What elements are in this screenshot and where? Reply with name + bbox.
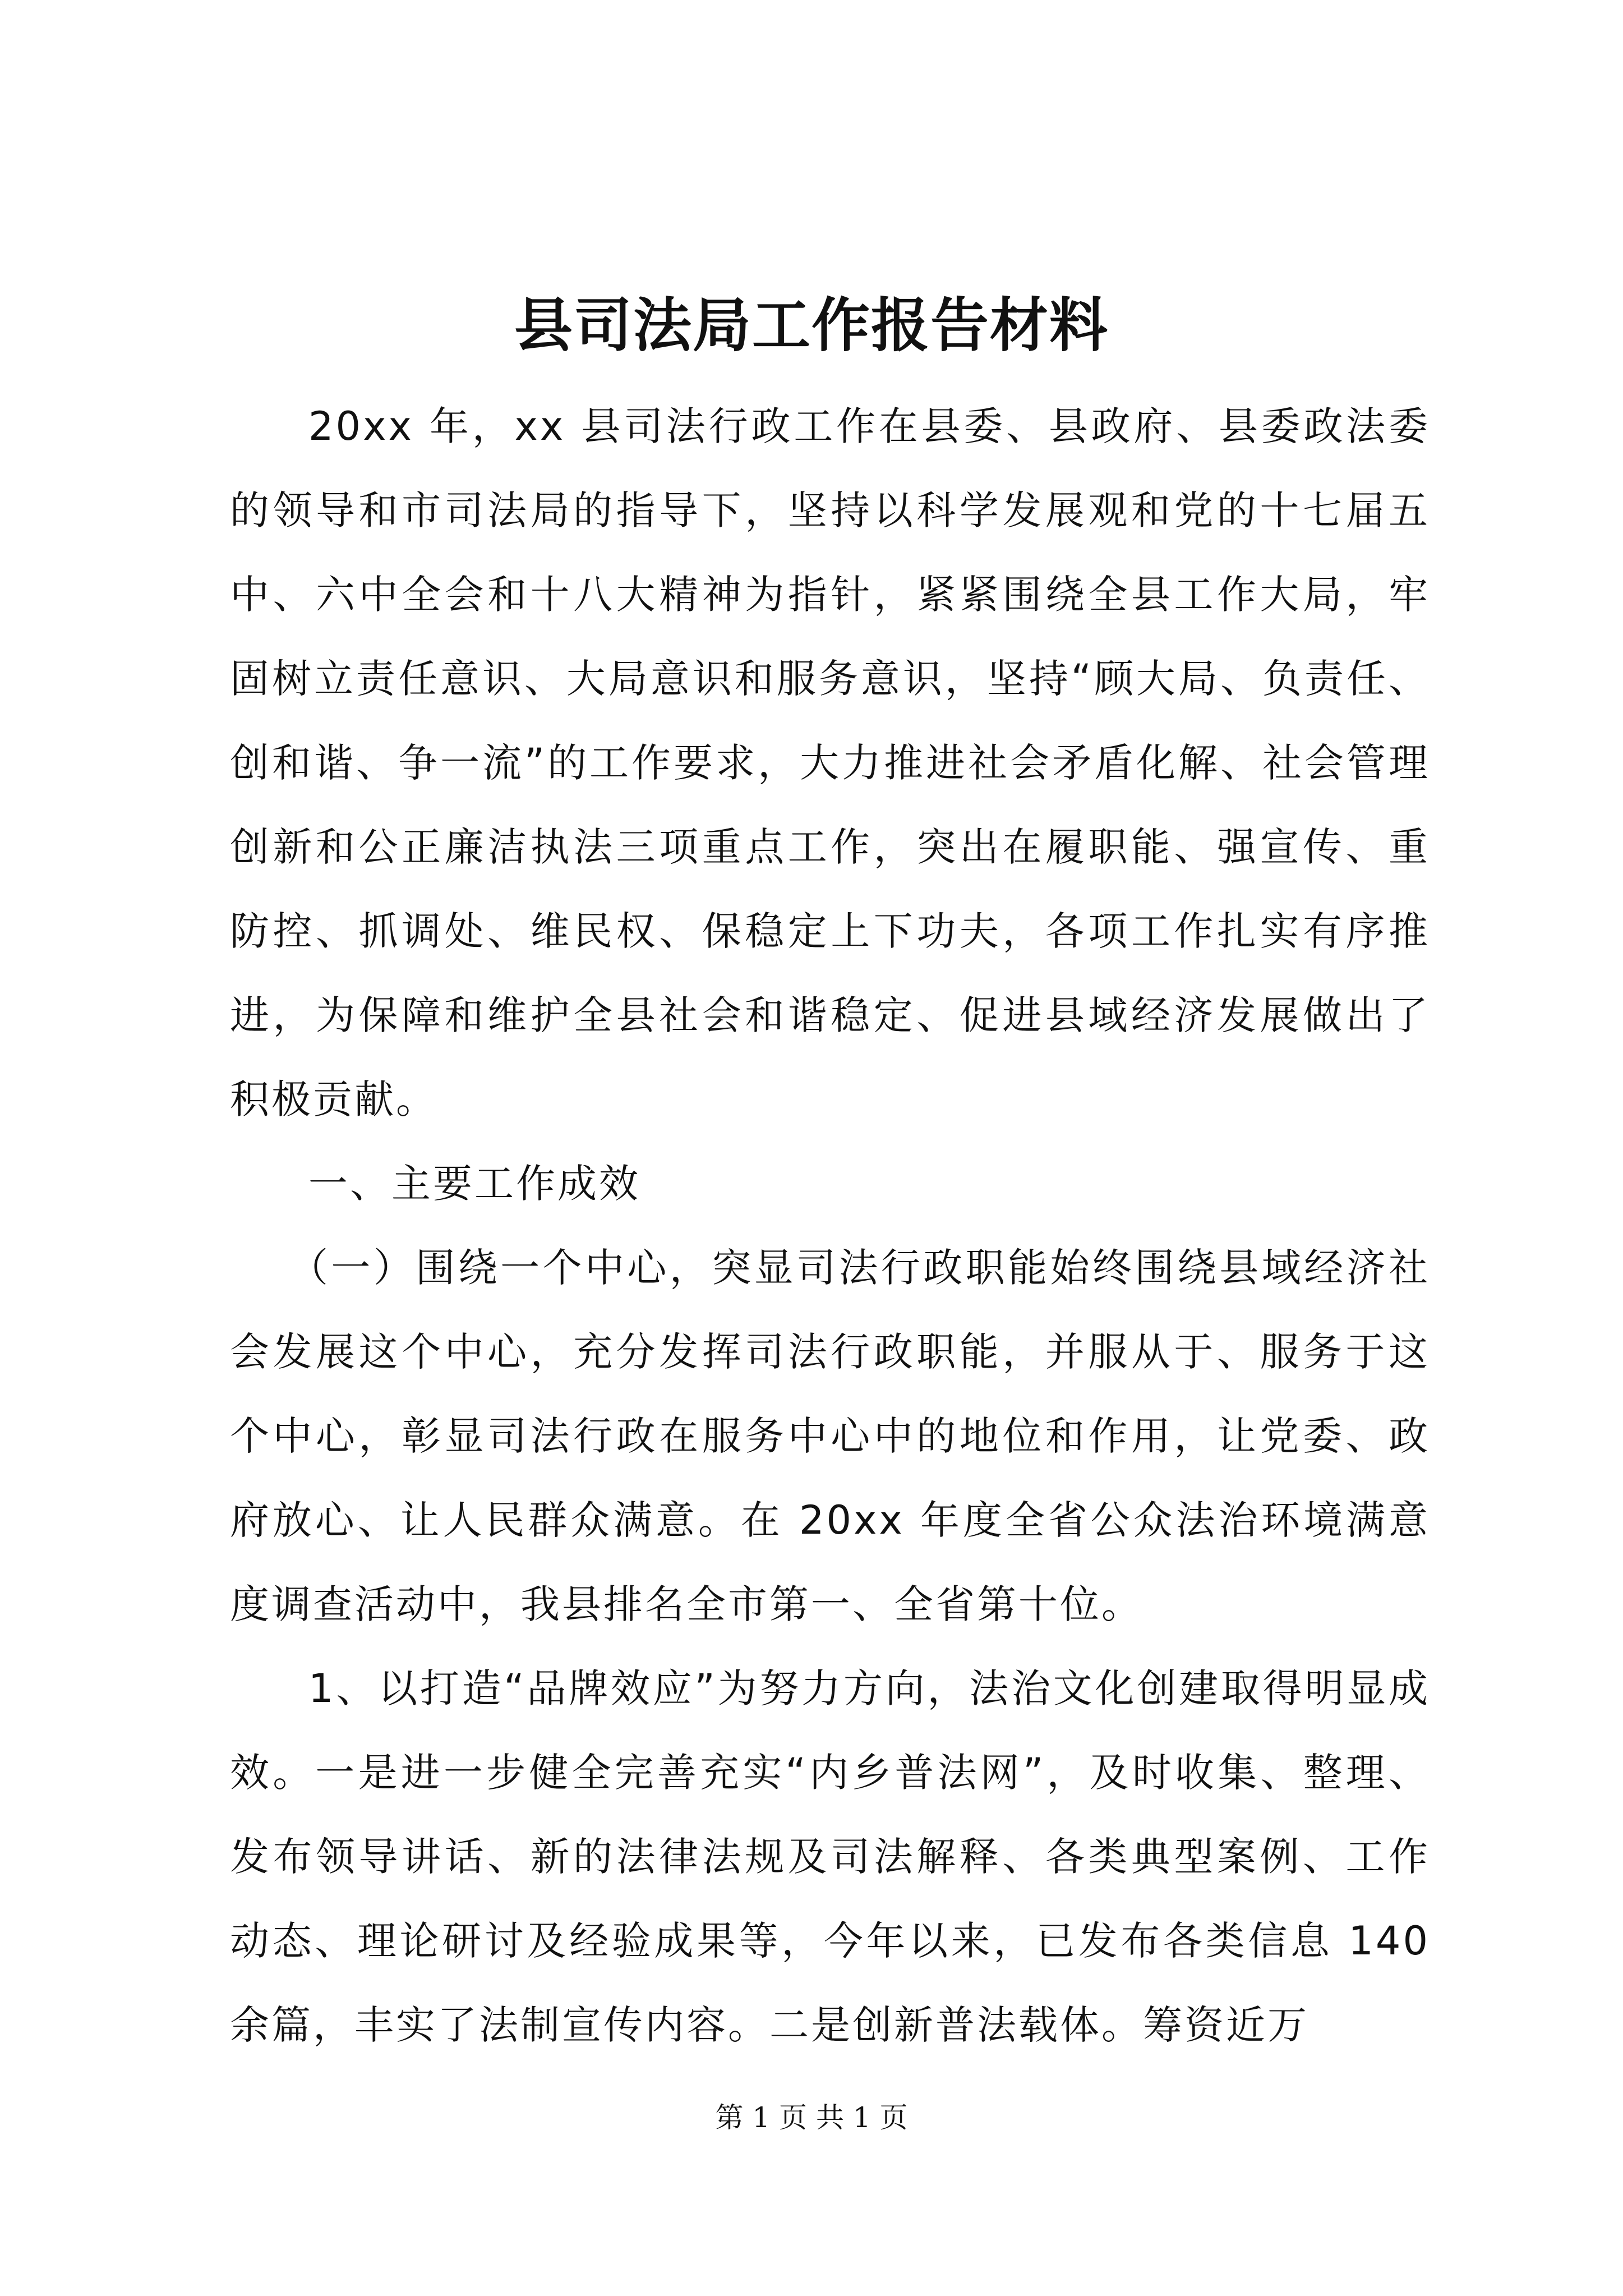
intro-paragraph: 20xx 年，xx 县司法行政工作在县委、县政府、县委政法委的领导和市司法局的指导下，坚持以科学发展观和党的十七届五中、六中全会和十八大精神为指针，紧紧围绕全县工作大局，牢固树立责任意识、大局意识和服务意识，坚持“顾大局、负责任、创和谐、争一流”的工作要求，大力推进社会矛盾化解、社会管理创新和公正廉洁执法三项重点工作，突出在履职能、强宣传、重防控、抓调处、维民权、保稳定上下功夫，各项工作扎实有序推进，为保障和维护全县社会和谐稳定、促进县域经济发展做出了积极贡献。 xyxy=(230,403,1430,1122)
subsection-paragraph: （一）围绕一个中心，突显司法行政职能始终围绕县域经济社会发展这个中心，充分发挥司法行政职能，并服从于、服务于这个中心，彰显司法行政在服务中心中的地位和作用，让党委、政府放心、让人民群众满意。在 20xx 年度全省公众法治环境满意度调查活动中，我县排名全市第一、全省第十位。 xyxy=(230,1245,1430,1627)
section-heading: 一、主要工作成效 xyxy=(308,1161,640,1207)
document-body xyxy=(230,384,1430,2067)
document-title: 县司法局工作报告材料 xyxy=(514,291,1109,360)
page-footer: 第 1 页 共 1 页 xyxy=(715,2101,908,2134)
item-paragraph: 1、以打造“品牌效应”为努力方向，法治文化创建取得明显成效。一是进一步健全完善充实“内乡普法网”，及时收集、整理、发布领导讲话、新的法律法规及司法解释、各类典型案例、工作动态、理论研讨及经验成果等，今年以来，已发布各类信息 140 余篇，丰实了法制宣传内容。二是创新普法载体。筹资近万 xyxy=(230,1665,1430,2048)
